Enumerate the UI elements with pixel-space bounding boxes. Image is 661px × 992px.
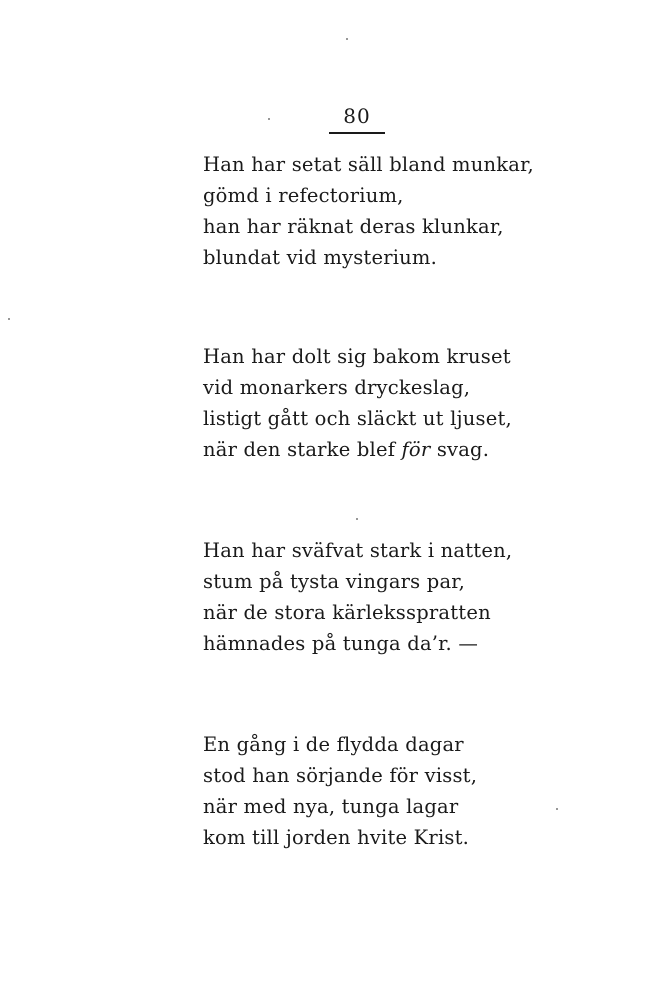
poem-line: när de stora kärleksspratten <box>203 601 491 624</box>
page-number: 80 <box>343 104 371 128</box>
poem-line: kom till jorden hvite Krist. <box>203 826 470 849</box>
poem-line-part: svag. <box>436 438 490 461</box>
poem-emphasis: för <box>401 438 431 461</box>
poem-line: blundat vid mysterium. <box>203 246 438 269</box>
page-number-rule <box>329 132 385 134</box>
poem-line: hämnades på tunga da’r. — <box>203 632 479 655</box>
stanza-1 <box>203 149 534 273</box>
stanza-3 <box>203 535 512 659</box>
paper-speck <box>8 318 10 320</box>
poem-line: när med nya, tunga lagar <box>203 795 459 818</box>
poem-line: Han har dolt sig bakom kruset <box>203 345 511 368</box>
paper-speck <box>356 518 358 520</box>
poem-line: Han har sväfvat stark i natten, <box>203 539 513 562</box>
poem-line: stum på tysta vingars par, <box>203 570 466 593</box>
paper-speck <box>346 38 348 40</box>
stanza-2 <box>203 341 512 465</box>
paper-speck <box>556 808 558 810</box>
paper-speck <box>268 118 270 120</box>
poem-line: En gång i de flydda dagar <box>203 733 464 756</box>
poem-line-part: när den starke blef <box>203 438 396 461</box>
poem-line: vid monarkers dryckeslag, <box>203 376 471 399</box>
poem-line: han har räknat deras klunkar, <box>203 215 504 238</box>
poem-line: gömd i refectorium, <box>203 184 404 207</box>
poem-line: stod han sörjande för visst, <box>203 764 478 787</box>
poem-line <box>203 434 512 465</box>
stanza-4 <box>203 729 477 853</box>
poem-line: listigt gått och släckt ut ljuset, <box>203 407 512 430</box>
poem-line: Han har setat säll bland munkar, <box>203 153 534 176</box>
